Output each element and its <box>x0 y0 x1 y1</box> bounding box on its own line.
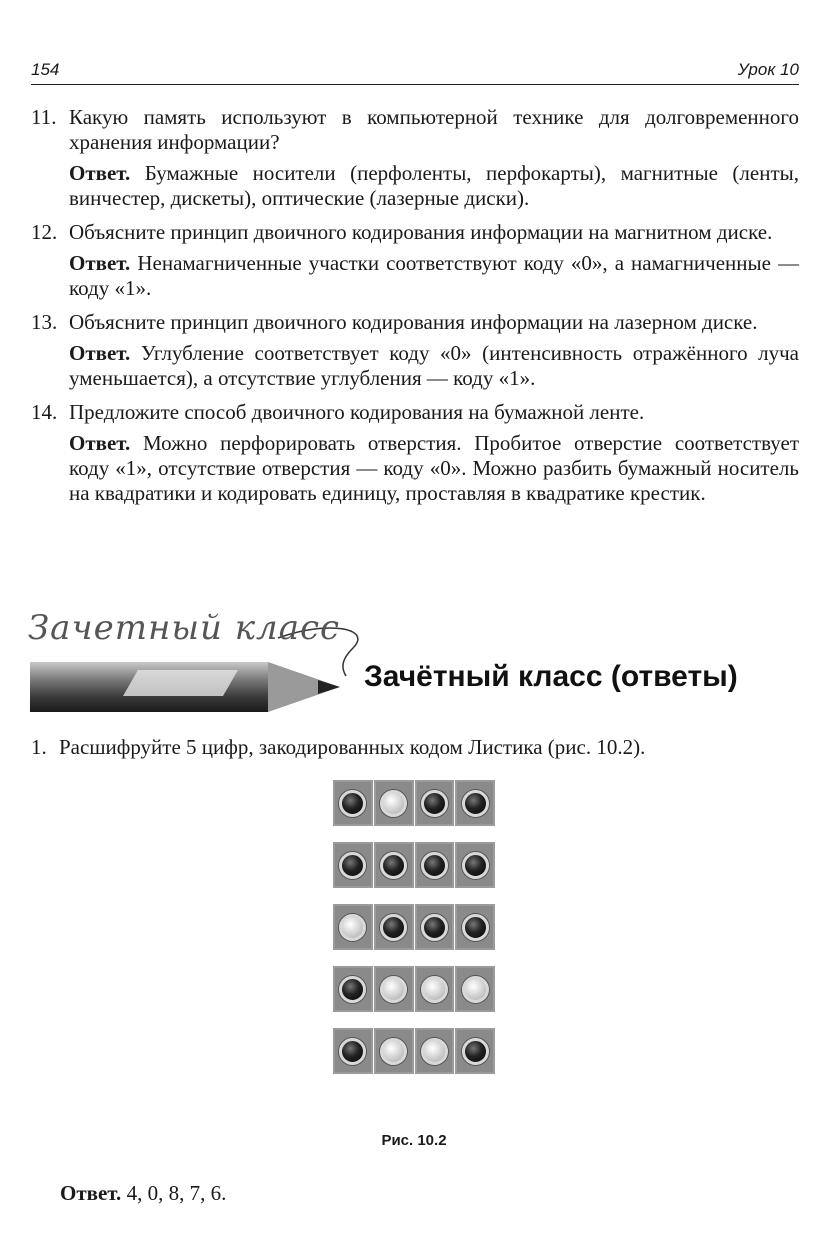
answer-label: Ответ. <box>69 251 131 275</box>
final-answer-value: 4, 0, 8, 7, 6. <box>126 1181 227 1205</box>
chapter-title: Урок 10 <box>737 60 799 79</box>
dark-indicator-icon <box>380 852 407 879</box>
code-cell <box>455 966 495 1012</box>
dark-indicator-icon <box>421 914 448 941</box>
question-text: Объясните принцип двоичного кодирования информации на лазерном диске. <box>69 310 758 334</box>
code-cell <box>415 904 455 950</box>
question-item <box>31 220 799 301</box>
code-cell <box>374 966 414 1012</box>
question-number: 12. <box>31 220 58 244</box>
code-cell <box>415 966 455 1012</box>
light-indicator-icon <box>421 976 448 1003</box>
code-cell <box>374 842 414 888</box>
section-title: Зачётный класс (ответы) <box>364 660 738 693</box>
code-cell <box>415 1028 455 1074</box>
answer-text: Углубление соответствует коду «0» (интенсивность отражённого луча уменьшается), а отсутствие углубления — коду «1». <box>69 341 800 390</box>
answer-text: Можно перфорировать отверстия. Пробитое отверстие соответствует коду «1», отсутствие отверстия — коду «0». Можно разбить бумажный носитель на квадратики и кодировать единицу, проставляя в квадратике крестик. <box>69 431 800 505</box>
code-cell <box>333 842 373 888</box>
light-indicator-icon <box>339 914 366 941</box>
code-row <box>333 842 495 888</box>
question-item <box>31 310 799 391</box>
code-cell <box>374 904 414 950</box>
light-indicator-icon <box>462 976 489 1003</box>
light-indicator-icon <box>380 1038 407 1065</box>
dark-indicator-icon <box>421 852 448 879</box>
dark-indicator-icon <box>339 790 366 817</box>
section-script-logo: Зачетный класс <box>28 608 341 648</box>
dark-indicator-icon <box>339 852 366 879</box>
code-cell <box>374 1028 414 1074</box>
code-cell <box>455 842 495 888</box>
questions-list <box>31 105 799 515</box>
task-text: Расшифруйте 5 цифр, закодированных кодом Листика (рис. 10.2). <box>59 735 646 759</box>
answer-text: Бумажные носители (перфоленты, перфокарты), магнитные (ленты, винчестер, дискеты), оптические (лазерные диски). <box>69 161 799 210</box>
light-indicator-icon <box>380 976 407 1003</box>
dark-indicator-icon <box>462 852 489 879</box>
answer-label: Ответ. <box>69 431 131 455</box>
light-indicator-icon <box>421 1038 448 1065</box>
code-row <box>333 966 495 1012</box>
question-item <box>31 400 799 506</box>
dark-indicator-icon <box>462 914 489 941</box>
answer-label: Ответ. <box>69 161 131 185</box>
question-item <box>31 105 799 211</box>
code-cell <box>455 904 495 950</box>
question-number: 14. <box>31 400 58 424</box>
question-text: Какую память используют в компьютерной технике для долговременного хранения информации? <box>69 105 799 154</box>
final-answer <box>60 1181 226 1206</box>
question-number: 11. <box>31 105 57 129</box>
dark-indicator-icon <box>380 914 407 941</box>
final-answer-label: Ответ. <box>60 1181 122 1205</box>
dark-indicator-icon <box>462 1038 489 1065</box>
code-rows <box>333 780 495 1074</box>
answer-text: Ненамагниченные участки соответствуют коду «0», а намагниченные — коду «1». <box>69 251 799 300</box>
code-cell <box>374 780 414 826</box>
code-cell <box>333 1028 373 1074</box>
page-number: 154 <box>31 60 60 79</box>
task-number: 1. <box>31 735 47 759</box>
dark-indicator-icon <box>462 790 489 817</box>
code-cell <box>333 966 373 1012</box>
question-text: Объясните принцип двоичного кодирования информации на магнитном диске. <box>69 220 773 244</box>
dark-indicator-icon <box>339 976 366 1003</box>
dark-indicator-icon <box>421 790 448 817</box>
code-cell <box>333 904 373 950</box>
code-row <box>333 904 495 950</box>
code-cell <box>415 780 455 826</box>
page-header <box>31 58 799 85</box>
question-text: Предложите способ двоичного кодирования на бумажной ленте. <box>69 400 645 424</box>
section-banner <box>28 600 808 730</box>
code-row <box>333 780 495 826</box>
light-indicator-icon <box>380 790 407 817</box>
code-cell <box>415 842 455 888</box>
code-row <box>333 1028 495 1074</box>
figure-10-2 <box>333 780 495 1149</box>
answer-label: Ответ. <box>69 341 131 365</box>
dark-indicator-icon <box>339 1038 366 1065</box>
figure-caption: Рис. 10.2 <box>381 1132 447 1149</box>
code-cell <box>333 780 373 826</box>
question-number: 13. <box>31 310 58 334</box>
code-cell <box>455 1028 495 1074</box>
task-item <box>31 735 799 760</box>
code-cell <box>455 780 495 826</box>
